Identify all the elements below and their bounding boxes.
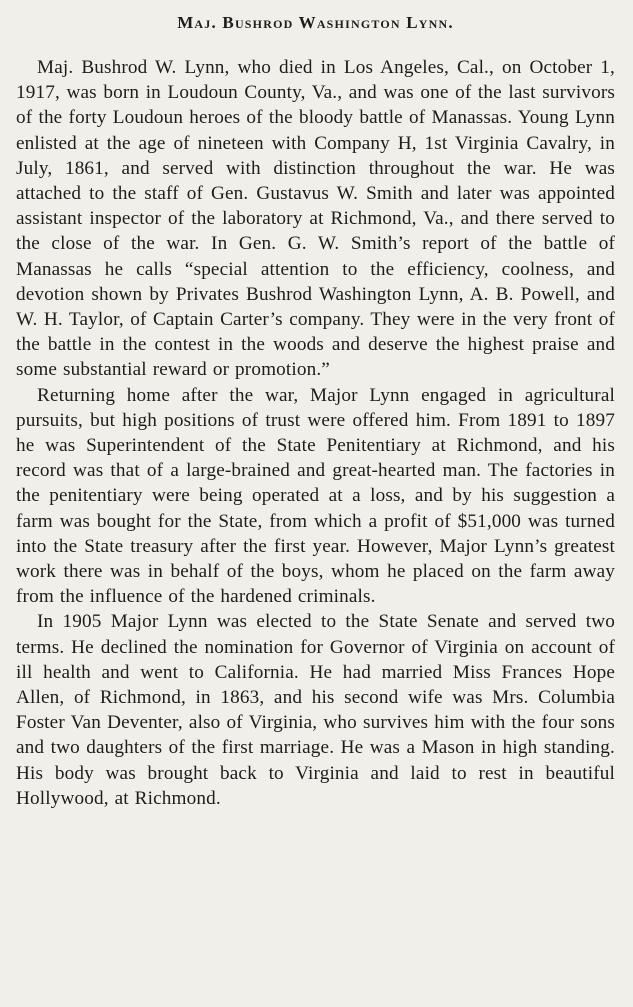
article-paragraph: Returning home after the war, Major Lynn engaged in agricultural pursuits, but high positions of trust were offered him. From 1891 to 1897 he was Superintendent of the State Penitentiary at Richmond, and his record was that of a large-brained and great-hearted man. The factories in the penitentiary were being operated at a loss, and by his suggestion a farm was bought for the State, from which a profit of $51,000 was turned into the State treasury after the first year. However, Major Lynn’s greatest work there was in behalf of the boys, whom he placed on the farm away from the influence of the hardened criminals. <box>16 384 615 608</box>
article-paragraph: Maj. Bushrod W. Lynn, who died in Los Angeles, Cal., on October 1, 1917, was born in Loudoun County, Va., and was one of the last survivors of the forty Loudoun heroes of the bloody battle of Manassas. Young Lynn enlisted at the age of nineteen with Company H, 1st Virginia Cavalry, in July, 1861, and served with distinction throughout the war. He was attached to the staff of Gen. Gustavus W. Smith and later was appointed assistant inspector of the laboratory at Richmond, Va., and there served to the close of the war. In Gen. G. W. Smith’s report of the battle of Manassas he calls “special attention to the efficiency, coolness, and devotion shown by Privates Bushrod Washington Lynn, A. B. Powell, and W. H. Taylor, of Captain Carter’s company. They were in the very front of the battle in the contest in the woods and deserve the highest praise and some substantial reward or promotion.” <box>16 57 615 381</box>
article-body <box>16 55 615 811</box>
article-title: Maj. Bushrod Washington Lynn. <box>177 13 454 32</box>
article-paragraph: In 1905 Major Lynn was elected to the State Senate and served two terms. He declined the nomination for Governor of Virginia on account of ill health and went to California. He had married Miss Frances Hope Allen, of Richmond, in 1863, and his second wife was Mrs. Columbia Foster Van Deventer, also of Virginia, who survives him with the four sons and two daughters of the first marriage. He was a Mason in high standing. His body was brought back to Virginia and laid to rest in beautiful Hollywood, at Richmond. <box>16 611 615 809</box>
